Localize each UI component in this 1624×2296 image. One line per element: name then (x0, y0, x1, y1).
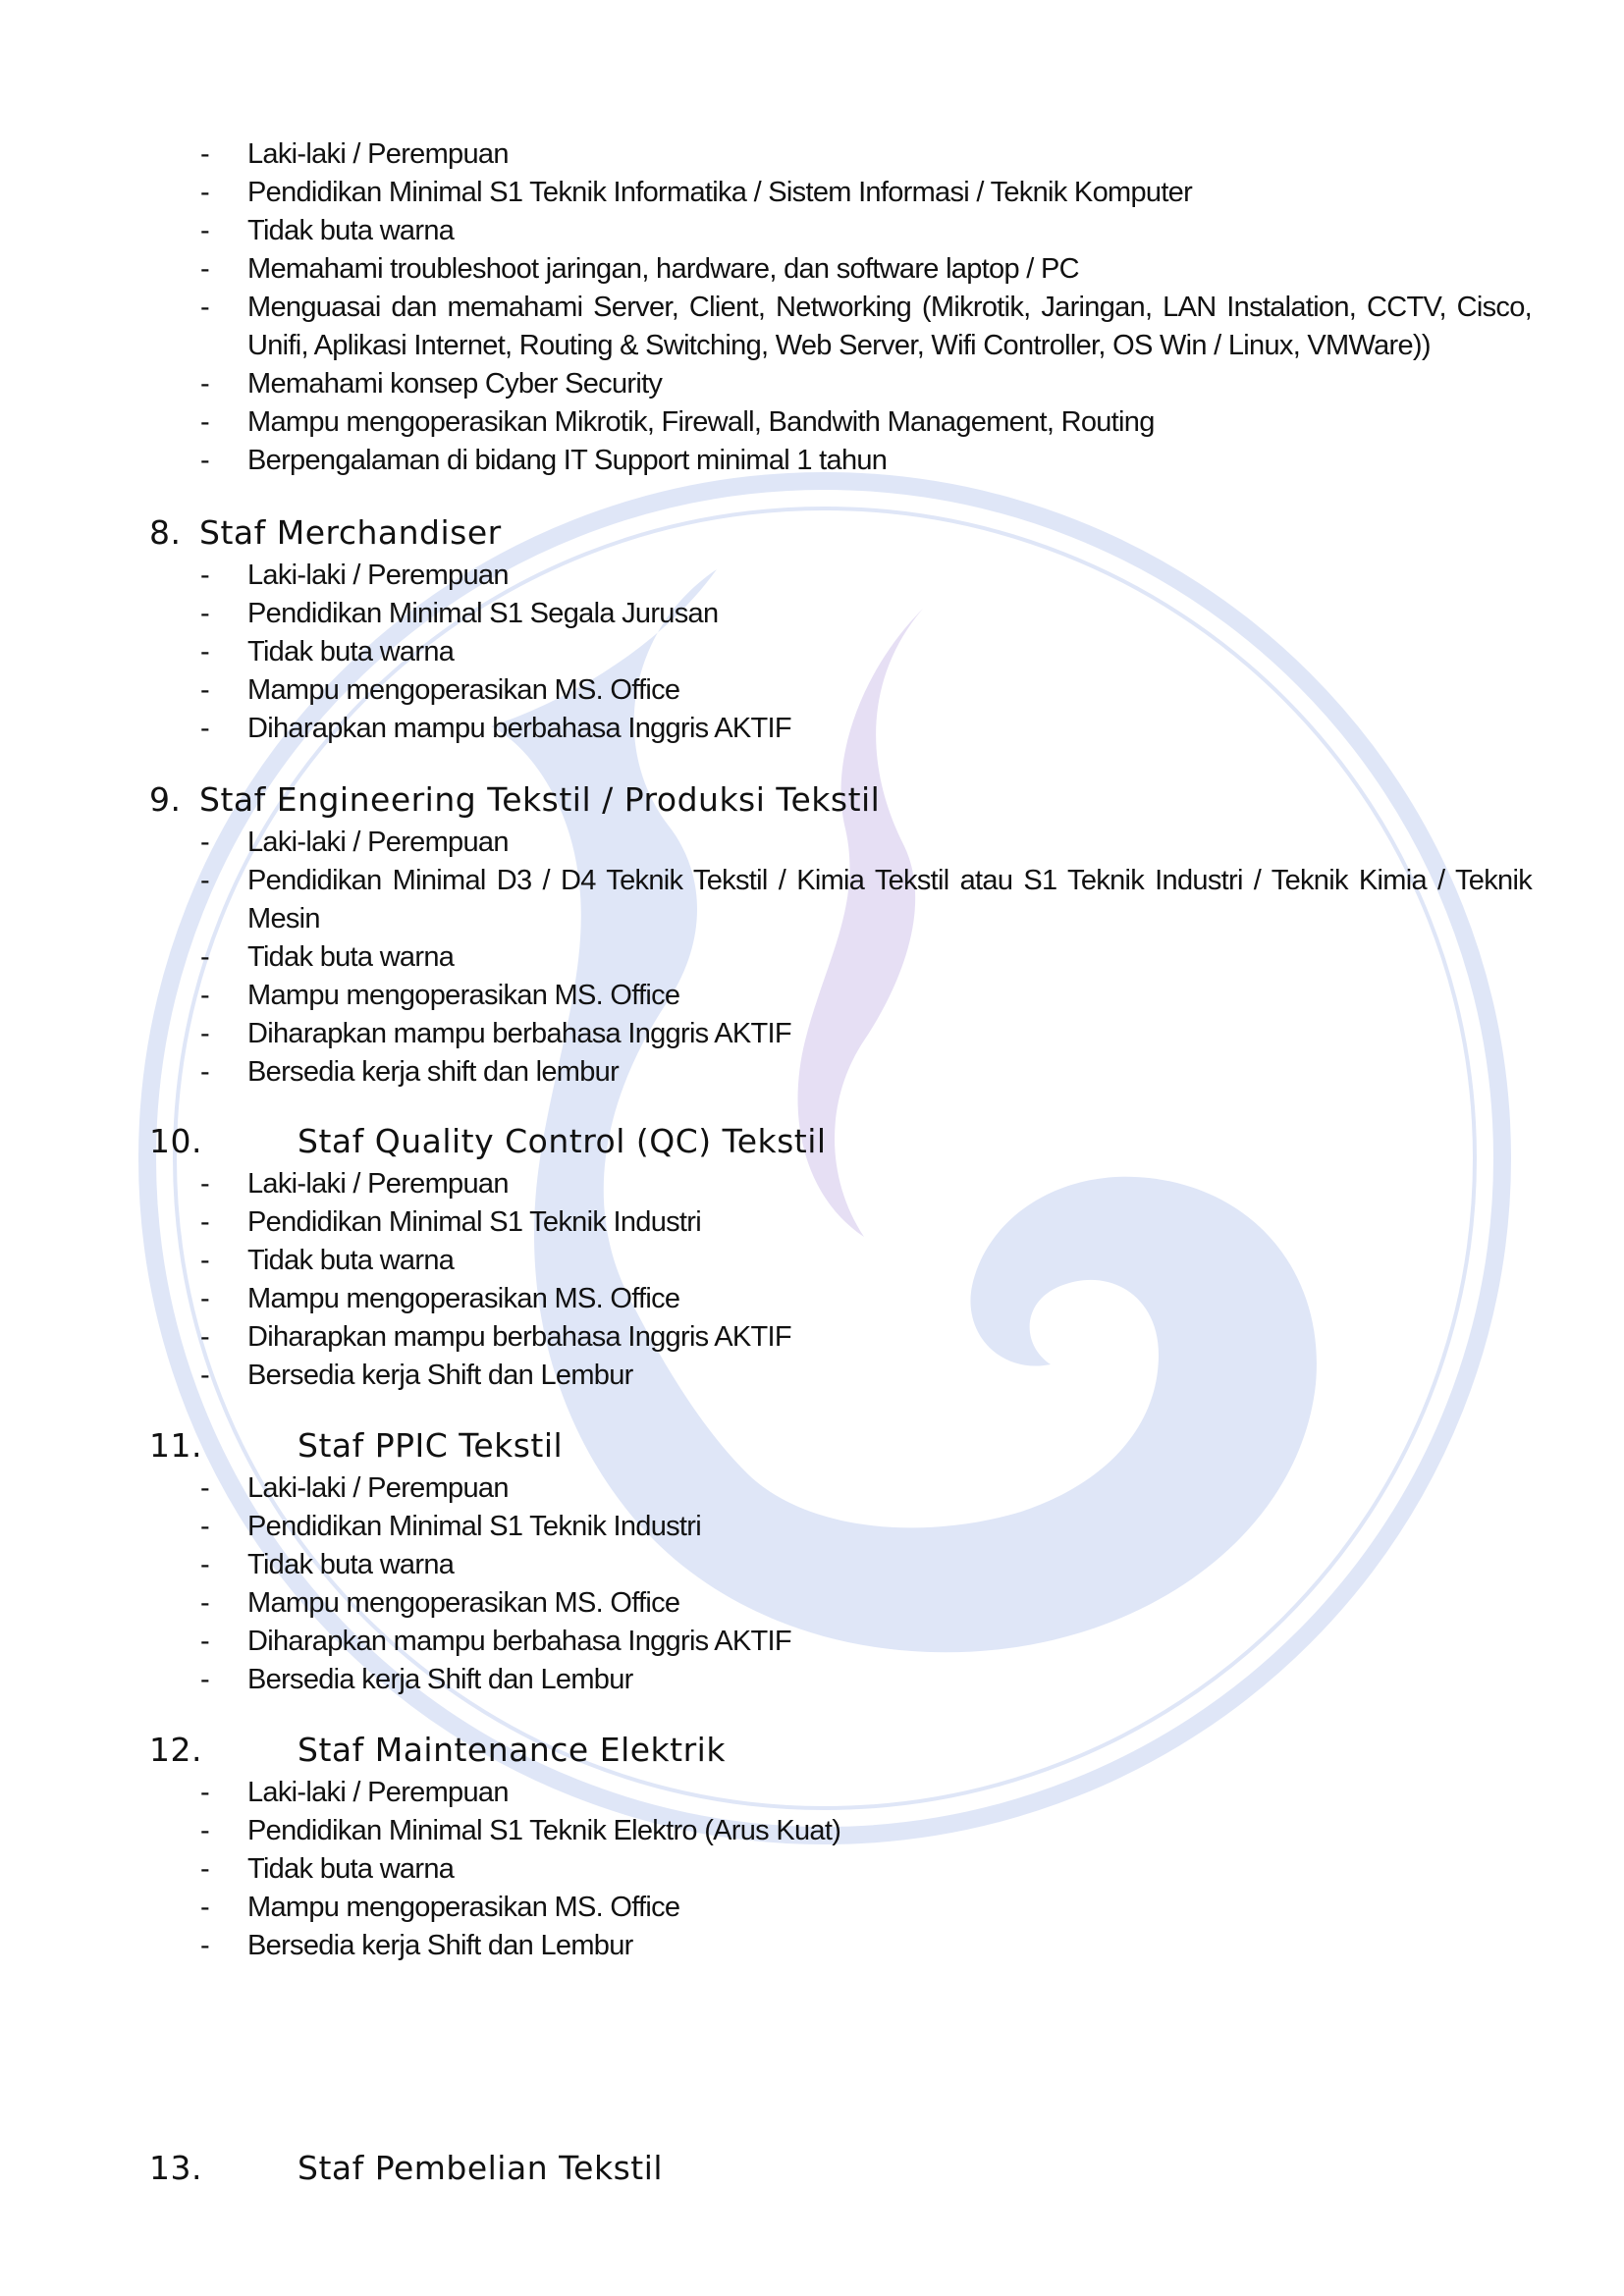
requirement-item (0, 1469, 1624, 1508)
bullet-dash: - (200, 1360, 209, 1391)
requirement-text: Mampu mengoperasikan MS. Office (247, 674, 680, 706)
bullet-dash: - (200, 1245, 209, 1276)
bullet-dash: - (200, 406, 209, 438)
bullet-dash: - (200, 1321, 209, 1353)
requirement-text: Mampu mengoperasikan MS. Office (247, 1892, 680, 1923)
section-number: 11. (149, 1426, 202, 1465)
section-title: Staf Maintenance Elektrik (298, 1731, 726, 1769)
bullet-dash: - (200, 827, 209, 858)
section-number: 9. (149, 780, 182, 819)
requirement-text: Pendidikan Minimal S1 Teknik Informatika / Sistem Informasi / Teknik Komputer (247, 177, 1193, 208)
requirement-item (0, 938, 1624, 977)
bullet-dash: - (200, 865, 209, 896)
requirement-text: Tidak buta warna (247, 941, 455, 973)
section-title: Staf Merchandiser (199, 513, 502, 552)
requirement-text: Laki-laki / Perempuan (247, 827, 509, 858)
bullet-dash: - (200, 1283, 209, 1314)
requirement-text: Memahami troubleshoot jaringan, hardware, dan software laptop / PC (247, 253, 1079, 285)
requirement-text: Tidak buta warna (247, 1245, 455, 1276)
bullet-dash: - (200, 1777, 209, 1808)
requirement-text: Mampu mengoperasikan MS. Office (247, 980, 680, 1011)
requirement-item (0, 862, 1624, 938)
requirement-item (0, 595, 1624, 633)
requirement-item (0, 1053, 1624, 1092)
requirement-item (0, 1165, 1624, 1203)
requirement-text: Bersedia kerja Shift dan Lembur (247, 1930, 633, 1961)
requirement-item (0, 977, 1624, 1015)
requirement-text: Diharapkan mampu berbahasa Inggris AKTIF (247, 713, 791, 744)
section-heading (149, 2149, 663, 2188)
requirement-item (0, 403, 1624, 442)
bullet-dash: - (200, 674, 209, 706)
bullet-dash: - (200, 980, 209, 1011)
bullet-dash: - (200, 1815, 209, 1846)
requirement-text: Pendidikan Minimal S1 Segala Jurusan (247, 598, 719, 629)
requirement-text: Diharapkan mampu berbahasa Inggris AKTIF (247, 1626, 791, 1657)
requirement-text: Diharapkan mampu berbahasa Inggris AKTIF (247, 1321, 791, 1353)
requirement-item (0, 671, 1624, 710)
requirement-text: Laki-laki / Perempuan (247, 138, 509, 170)
bullet-dash: - (200, 177, 209, 208)
bullet-dash: - (200, 1892, 209, 1923)
bullet-dash: - (200, 1056, 209, 1088)
requirement-item (0, 1318, 1624, 1357)
bullet-dash: - (200, 1853, 209, 1885)
section-heading (149, 1122, 827, 1161)
requirement-item (0, 289, 1624, 365)
bullet-dash: - (200, 1511, 209, 1542)
bullet-dash: - (200, 1206, 209, 1238)
section-title: Staf Quality Control (QC) Tekstil (298, 1122, 827, 1160)
requirement-item (0, 1203, 1624, 1242)
requirement-item (0, 1357, 1624, 1395)
bullet-dash: - (200, 292, 209, 323)
requirements-list (0, 1469, 1624, 1699)
bullet-dash: - (200, 1018, 209, 1049)
section-heading (149, 513, 502, 553)
requirement-text: Laki-laki / Perempuan (247, 1777, 509, 1808)
requirement-text: Tidak buta warna (247, 1853, 455, 1885)
requirement-text: Diharapkan mampu berbahasa Inggris AKTIF (247, 1018, 791, 1049)
bullet-dash: - (200, 560, 209, 591)
requirement-item (0, 1242, 1624, 1280)
requirement-item (0, 1850, 1624, 1889)
bullet-dash: - (200, 445, 209, 476)
requirement-text: Menguasai dan memahami Server, Client, Networking (Mikrotik, Jaringan, LAN Instalation, CCTV, Cisco, Unifi, Aplikasi Internet, Routing & Switching, Web Server, Wifi Controller, OS Win / Linux, VMWare)) (247, 292, 1532, 361)
bullet-dash: - (200, 215, 209, 246)
bullet-dash: - (200, 1168, 209, 1200)
bullet-dash: - (200, 1472, 209, 1504)
requirement-item (0, 1623, 1624, 1661)
bullet-dash: - (200, 368, 209, 400)
section-heading (149, 780, 880, 820)
requirements-list (0, 557, 1624, 748)
requirement-text: Tidak buta warna (247, 215, 455, 246)
requirement-item (0, 442, 1624, 480)
requirements-list (0, 1165, 1624, 1395)
requirement-text: Laki-laki / Perempuan (247, 1472, 509, 1504)
requirement-text: Mampu mengoperasikan MS. Office (247, 1587, 680, 1619)
bullet-dash: - (200, 1664, 209, 1695)
requirement-text: Mampu mengoperasikan Mikrotik, Firewall, Bandwith Management, Routing (247, 406, 1155, 438)
bullet-dash: - (200, 1626, 209, 1657)
requirement-text: Bersedia kerja Shift dan Lembur (247, 1664, 633, 1695)
requirement-item (0, 365, 1624, 403)
bullet-dash: - (200, 1587, 209, 1619)
section-title: Staf PPIC Tekstil (298, 1426, 564, 1465)
requirement-text: Pendidikan Minimal S1 Teknik Industri (247, 1206, 701, 1238)
requirement-item (0, 824, 1624, 862)
bullet-dash: - (200, 138, 209, 170)
bullet-dash: - (200, 253, 209, 285)
requirement-text: Pendidikan Minimal D3 / D4 Teknik Tekstil / Kimia Tekstil atau S1 Teknik Industri / Teknik Kimia / Teknik Mesin (247, 865, 1532, 934)
requirements-list (0, 1774, 1624, 1965)
section-number: 13. (149, 2149, 202, 2187)
requirement-item (0, 1508, 1624, 1546)
requirement-text: Memahami konsep Cyber Security (247, 368, 663, 400)
section-heading (149, 1731, 726, 1770)
requirement-text: Bersedia kerja shift dan lembur (247, 1056, 620, 1088)
requirement-item (0, 250, 1624, 289)
requirement-text: Laki-laki / Perempuan (247, 560, 509, 591)
requirement-item (0, 212, 1624, 250)
requirement-item (0, 1015, 1624, 1053)
requirement-item (0, 1774, 1624, 1812)
section-title: Staf Pembelian Tekstil (298, 2149, 664, 2187)
requirement-text: Mampu mengoperasikan MS. Office (247, 1283, 680, 1314)
requirement-text: Bersedia kerja Shift dan Lembur (247, 1360, 633, 1391)
requirement-text: Pendidikan Minimal S1 Teknik Elektro (Arus Kuat) (247, 1815, 841, 1846)
requirement-text: Tidak buta warna (247, 636, 455, 667)
requirement-item (0, 1584, 1624, 1623)
section-title: Staf Engineering Tekstil / Produksi Tekstil (199, 780, 881, 819)
requirement-item (0, 710, 1624, 748)
requirement-text: Tidak buta warna (247, 1549, 455, 1580)
section-number: 8. (149, 513, 182, 552)
requirement-item (0, 1927, 1624, 1965)
requirement-item (0, 633, 1624, 671)
requirement-item (0, 1546, 1624, 1584)
bullet-dash: - (200, 1930, 209, 1961)
bullet-dash: - (200, 713, 209, 744)
requirement-item (0, 1661, 1624, 1699)
section-number: 12. (149, 1731, 202, 1769)
requirement-text: Pendidikan Minimal S1 Teknik Industri (247, 1511, 701, 1542)
requirement-item (0, 1889, 1624, 1927)
bullet-dash: - (200, 941, 209, 973)
section-heading (149, 1426, 563, 1466)
requirement-item (0, 1812, 1624, 1850)
requirement-item (0, 557, 1624, 595)
requirement-text: Berpengalaman di bidang IT Support minimal 1 tahun (247, 445, 888, 476)
requirement-item (0, 135, 1624, 174)
bullet-dash: - (200, 1549, 209, 1580)
bullet-dash: - (200, 636, 209, 667)
requirement-item (0, 174, 1624, 212)
section-number: 10. (149, 1122, 202, 1160)
requirement-item (0, 1280, 1624, 1318)
intro-requirements-list (0, 135, 1624, 480)
requirement-text: Laki-laki / Perempuan (247, 1168, 509, 1200)
requirements-list (0, 824, 1624, 1092)
bullet-dash: - (200, 598, 209, 629)
